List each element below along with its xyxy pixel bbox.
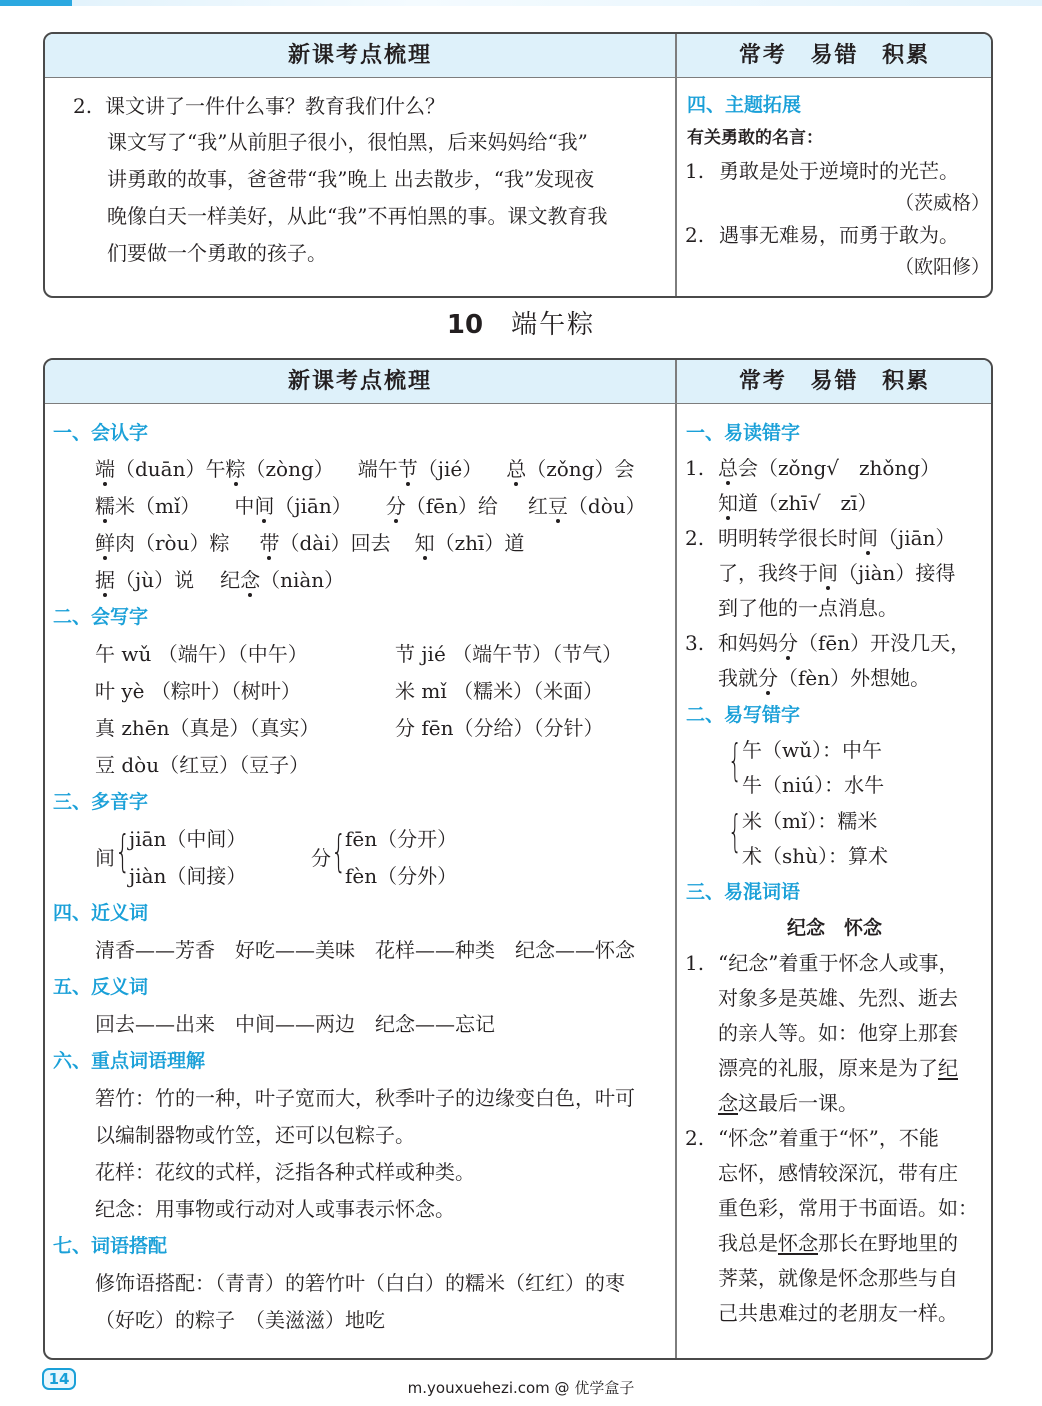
polyphonic-reading: fēn（分开） — [345, 827, 458, 851]
write-char-entry: 叶 yè （粽叶）（树叶） — [95, 679, 301, 703]
quote-author: （茨威格） — [895, 192, 991, 214]
quote-text: 遇事无难易，而勇于敢为。 — [719, 223, 959, 247]
misread-line: 我就分（fèn）外想她。 — [718, 666, 931, 690]
section-title-key-words: 六、重点词语理解 — [53, 1050, 206, 1072]
antonyms-line: 回去——出来 中间——两边 纪念——忘记 — [95, 1012, 495, 1036]
answer-line: 讲勇敢的故事，爸爸带“我”晚上 出去散步，“我”发现夜 — [107, 167, 595, 191]
explain-line: 对象多是英雄、先烈、逝去 — [718, 986, 958, 1010]
polyphonic-char: 间 — [95, 846, 115, 870]
theme-expansion-title: 四、主题拓展 — [687, 94, 802, 116]
explain-line: 己共患难过的老朋友一样。 — [718, 1301, 958, 1325]
explain-line: “怀念”着重于“怀”，不能 — [718, 1126, 939, 1150]
definition-line: 纪念：用事物或行动对人或事表示怀念。 — [95, 1197, 455, 1221]
write-char-entry: 节 jié （端午节）（节气） — [395, 642, 623, 666]
section-title-misread-chars: 一、易读错字 — [686, 422, 801, 444]
recognize-line: 据（jù）说 纪念（niàn） — [95, 568, 345, 592]
item-number: 2. — [685, 1126, 705, 1150]
recognize-line: 糯米（mǐ） 中间（jiān） 分（fēn）给 红豆（dòu） — [95, 494, 646, 518]
quote-number: 2. — [685, 223, 705, 247]
footer-source: m.youxuehezi.com @ 优学盒子 — [407, 1379, 635, 1397]
misread-line: 到了他的一点消息。 — [718, 596, 898, 620]
collocation-line: （好吃）的粽子 （美滋滋）地吃 — [95, 1308, 385, 1332]
brace-icon: { — [728, 735, 742, 786]
quote-author: （欧阳修） — [895, 256, 991, 278]
misread-line: 知道（zhī√ zī） — [718, 491, 878, 515]
collocation-line: 修饰语搭配：（青青）的箬竹叶（白白）的糯米（红红）的枣 — [95, 1271, 625, 1295]
answer-line: 晚像白天一样美好，从此“我”不再怕黑的事。课文教育我 — [107, 204, 608, 228]
polyphonic-char: 分 — [311, 846, 331, 870]
recognize-line: 鲜肉（ròu）粽 带（dài）回去 知（zhī）道 — [95, 531, 525, 555]
explain-line: 荠菜，就像是怀念那些与自 — [718, 1266, 958, 1290]
section-title-confusing-words: 三、易混词语 — [686, 881, 801, 903]
write-char-entry: 午 wǔ （端午）（中午） — [95, 642, 308, 666]
quote-number: 1. — [685, 159, 705, 183]
question-number: 2. — [73, 94, 93, 118]
section-title-recognize-chars: 一、会认字 — [53, 422, 149, 444]
brace-icon: { — [728, 806, 742, 857]
misread-line: 总会（zǒng√ zhǒng） — [718, 456, 941, 480]
miswritten-entry: 术（shù）：算术 — [742, 844, 889, 868]
explain-line: 重色彩，常用于书面语。如： — [718, 1196, 978, 1220]
top-decoration-bar — [0, 0, 1042, 6]
lesson-title — [0, 308, 1042, 342]
box-header — [45, 34, 991, 78]
column-divider — [675, 34, 677, 296]
review-box-lesson-9 — [43, 32, 993, 298]
miswritten-entry: 米（mǐ）：糯米 — [742, 809, 878, 833]
item-number: 3. — [685, 631, 705, 655]
item-number: 2. — [685, 526, 705, 550]
section-title-collocations: 七、词语搭配 — [53, 1235, 168, 1257]
explain-line: “纪念”着重于怀念人或事， — [718, 951, 959, 975]
brace-icon: { — [331, 826, 347, 877]
column-divider — [675, 360, 677, 1358]
section-title-polyphonic: 三、多音字 — [53, 791, 149, 813]
header-left-title: 新课考点梳理 — [287, 43, 432, 68]
header-right-title: 常考 易错 积累 — [738, 43, 931, 68]
polyphonic-reading: jiān（中间） — [129, 827, 247, 851]
box-header — [45, 360, 991, 404]
synonyms-line: 清香——芳香 好吃——美味 花样——种类 纪念——怀念 — [95, 938, 635, 962]
write-char-entry: 豆 dòu（红豆）（豆子） — [95, 753, 310, 777]
lesson-name: 端午粽 — [511, 310, 596, 340]
section-title-synonyms: 四、近义词 — [53, 902, 149, 924]
section-title-write-chars: 二、会写字 — [53, 606, 149, 628]
page-number: 14 — [42, 1368, 76, 1390]
miswritten-entry: 牛（niú）：水牛 — [742, 773, 885, 797]
brace-icon: { — [115, 826, 131, 877]
header-left-title: 新课考点梳理 — [287, 369, 432, 394]
explain-line: 忘怀，感情较深沉，带有庄 — [718, 1161, 958, 1185]
item-number: 1. — [685, 456, 705, 480]
answer-line: 课文写了“我”从前胆子很小，很怕黑，后来妈妈给“我” — [107, 130, 588, 154]
polyphonic-reading: fèn（分外） — [345, 864, 458, 888]
write-char-entry: 真 zhēn（真是）（真实） — [95, 716, 320, 740]
write-char-entry: 分 fēn（分给）（分针） — [395, 716, 604, 740]
quote-text: 勇敢是处于逆境时的光芒。 — [719, 159, 959, 183]
miswritten-entry: 午（wǔ）：中午 — [742, 738, 882, 762]
misread-line: 了，我终于间（jiàn）接得 — [718, 561, 956, 585]
explain-line: 念这最后一课。 — [718, 1091, 858, 1115]
explain-line: 的亲人等。如：他穿上那套 — [718, 1021, 958, 1045]
polyphonic-reading: jiàn（间接） — [129, 864, 247, 888]
lesson-number: 10 — [446, 310, 484, 340]
explain-line: 我总是怀念那长在野地里的 — [718, 1231, 958, 1255]
review-box-lesson-10 — [43, 358, 993, 1360]
section-title-miswritten-chars: 二、易写错字 — [686, 704, 801, 726]
section-title-antonyms: 五、反义词 — [53, 976, 149, 998]
write-char-entry: 米 mǐ （糯米）（米面） — [395, 679, 604, 703]
confusing-words-pair: 纪念 怀念 — [786, 917, 882, 939]
definition-line: 以编制器物或竹笠，还可以包粽子。 — [95, 1123, 415, 1147]
misread-line: 和妈妈分（fēn）开没几天， — [718, 631, 971, 655]
quotes-subtitle: 有关勇敢的名言： — [687, 128, 823, 148]
recognize-line: 端（duān）午粽（zòng） 端午节（jié） 总（zǒng）会 — [95, 457, 635, 481]
explain-line: 漂亮的礼服，原来是为了纪 — [718, 1056, 958, 1080]
misread-line: 明明转学很长时间（jiān） — [718, 526, 956, 550]
answer-line: 们要做一个勇敢的孩子。 — [107, 241, 327, 265]
header-right-title: 常考 易错 积累 — [738, 369, 931, 394]
item-number: 1. — [685, 951, 705, 975]
definition-line: 箬竹：竹的一种，叶子宽而大，秋季叶子的边缘变白色，叶可 — [95, 1086, 635, 1110]
question-text: 课文讲了一件什么事？教育我们什么？ — [105, 94, 445, 118]
definition-line: 花样：花纹的式样，泛指各种式样或种类。 — [95, 1160, 475, 1184]
